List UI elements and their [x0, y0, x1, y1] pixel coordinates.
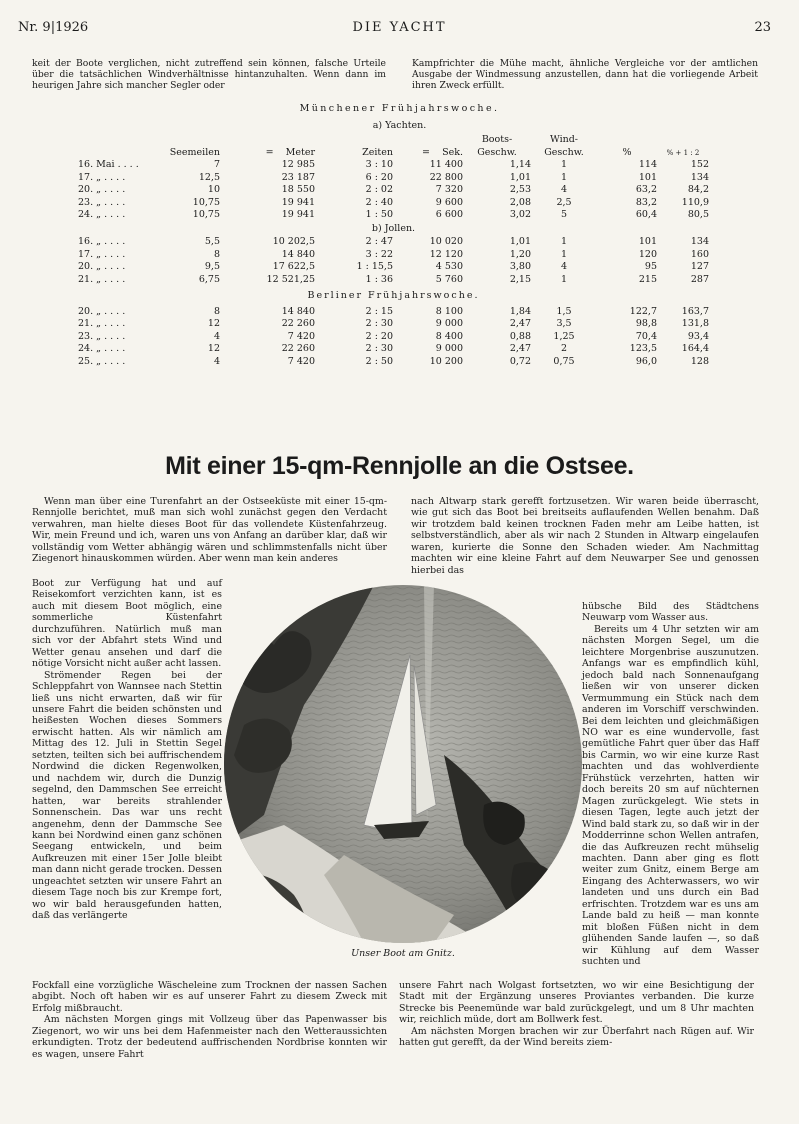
- cell-boots: 1,14: [509, 159, 531, 170]
- cell-zeit: 2 : 02: [365, 184, 393, 195]
- cell-meter: 12 985: [281, 159, 315, 170]
- cell-zeit: 3 : 22: [365, 248, 393, 260]
- cell-date: 25. „ . . . .: [78, 355, 126, 367]
- cell-sek: 6 600: [435, 209, 463, 220]
- page-number: 23: [754, 20, 771, 35]
- cell-seemeilen: 10,75: [192, 209, 220, 220]
- cell-meter: 23 187: [281, 171, 315, 183]
- cell-boots: 1,20: [509, 248, 531, 260]
- col-meter: = Meter: [265, 146, 315, 158]
- cell-percent: 83,2: [635, 196, 657, 208]
- cell-sek: 4 530: [435, 261, 463, 272]
- cell-meter: 14 840: [281, 248, 315, 260]
- table-title-munich: Münchener Frühjahrswoche.: [299, 103, 500, 114]
- article-bottom-right: unsere Fahrt nach Wolgast fortsetzten, wo wir eine Besichtigung der Stadt mit der Ergänzung unseres Proviantes verbanden. Die kurze Strecke bis Peenemünde war bald zurückgelegt, und um 8 Uhr machten wir, reichlich müde, dort am Bollwerk fest. Am nächsten Morgen brachen wir zur Überfahrt nach Rügen auf. Wir hatten gut gerefft, da der Wind bereits ziem-: [399, 980, 754, 1049]
- table-row: [78, 343, 709, 356]
- cell-percent-adj: 287: [690, 273, 709, 285]
- cell-date: 20. „ . . . .: [78, 305, 126, 317]
- cell-date: 23. „ . . . .: [78, 196, 126, 208]
- table-row: [78, 261, 709, 274]
- cell-sek: 10 200: [429, 355, 463, 367]
- intro-left-text: keit der Boote verglichen, nicht zutreffend sein können, falsche Urteile über die tatsächlichen Windverhältnisse hintanzuhalten. Wenn dann im heurigen Jahre sich mancher Segler oder: [32, 58, 386, 91]
- cell-sek: 8 100: [435, 305, 463, 317]
- results-table: [78, 134, 709, 368]
- cell-seemeilen: 12,5: [198, 171, 220, 183]
- cell-seemeilen: 12: [207, 318, 220, 329]
- cell-seemeilen: 7: [213, 159, 220, 170]
- article-bottom-left: Fockfall eine vorzügliche Wäscheleine zum Trocknen der nassen Sachen abgibt. Noch oft haben wir es auf unserer Fahrt zu diesem Zweck mit Erfolg mißbraucht. Am nächsten Morgen gings mit Vollzeug über das Papenwasser bis Ziegenort, wo wir uns bei dem Hafenmeister nach den Wetteraussichten erkundigten. Trotz der bedeutend auffrischenden Nordbrise konnten wir es wagen, unsere Fahrt: [32, 980, 387, 1060]
- cell-meter: 7 420: [287, 355, 315, 367]
- cell-meter: 17 622,5: [272, 261, 315, 272]
- table-row: [78, 236, 709, 249]
- table-row: [78, 356, 709, 369]
- cell-zeit: 6 : 20: [365, 171, 393, 183]
- cell-percent: 60,4: [635, 209, 657, 220]
- cell-seemeilen: 4: [213, 355, 220, 367]
- rows-berlin: [78, 306, 709, 369]
- cell-percent: 122,7: [629, 305, 657, 317]
- photo-illustration: [224, 585, 582, 943]
- cell-sek: 9 000: [435, 318, 463, 329]
- rows-jollen: [78, 236, 709, 286]
- col-wind: Wind- Geschw.: [544, 134, 584, 158]
- cell-percent: 101: [638, 171, 657, 183]
- cell-wind: 1: [560, 171, 568, 183]
- cell-percent-adj: 110,9: [681, 196, 709, 208]
- cell-meter: 14 840: [281, 305, 315, 317]
- cell-seemeilen: 8: [213, 248, 220, 260]
- cell-wind: 1: [560, 236, 568, 247]
- table-row: [78, 209, 709, 222]
- cell-zeit: 2 : 50: [365, 355, 393, 367]
- cell-zeit: 1 : 15,5: [356, 261, 393, 272]
- cell-seemeilen: 9,5: [204, 261, 220, 272]
- cell-percent-adj: 163,7: [681, 305, 709, 317]
- col-sek: = Sek.: [422, 146, 463, 158]
- cell-date: 16. „ . . . .: [78, 236, 126, 247]
- cell-wind: 1: [560, 273, 568, 285]
- cell-date: 24. „ . . . .: [78, 343, 126, 354]
- cell-percent-adj: 134: [690, 171, 709, 183]
- cell-wind: 1,25: [553, 330, 575, 342]
- cell-date: 24. „ . . . .: [78, 209, 126, 220]
- article-right-top: nach Altwarp stark gerefft fortzusetzen. Wir waren beide überrascht, wie gut sich das Boot bei breitseits auflaufenden Wellen benahm. Daß wir trotzdem bald keinen trocknen Faden mehr am Leibe hatten, ist selbstverständlich, aber als wir nach 2 Stunden in Altwarp eingelaufen waren, kurierte die Sonne den Schaden wieder. Am Nachmittag machten wir eine kleine Fahrt auf dem Neuwarper See und genossen hierbei das: [411, 496, 759, 576]
- cell-wind: 0,75: [553, 355, 575, 367]
- cell-percent: 96,0: [635, 355, 657, 367]
- table-row: [78, 159, 709, 172]
- col-seemeilen: Seemeilen: [169, 146, 220, 158]
- cell-meter: 7 420: [287, 330, 315, 342]
- cell-wind: 2,5: [556, 196, 572, 208]
- cell-meter: 10 202,5: [272, 236, 315, 247]
- cell-sek: 10 020: [429, 236, 463, 247]
- cell-percent: 98,8: [635, 318, 657, 329]
- cell-percent: 101: [638, 236, 657, 247]
- table-row: [78, 274, 709, 287]
- cell-zeit: 2 : 20: [365, 330, 393, 342]
- cell-date: 17. „ . . . .: [78, 171, 126, 183]
- cell-boots: 1,01: [509, 236, 531, 247]
- cell-boots: 0,88: [509, 330, 531, 342]
- cell-percent: 70,4: [635, 330, 657, 342]
- cell-boots: 0,72: [509, 355, 531, 367]
- cell-seemeilen: 6,75: [198, 273, 220, 285]
- cell-percent-adj: 160: [690, 248, 709, 260]
- cell-zeit: 2 : 30: [365, 343, 393, 354]
- intro-right-text: Kampfrichter die Mühe macht, ähnliche Vergleiche vor der amtlichen Ausgabe der Windmessung anzustellen, dann hat die vorliegende Arbeit ihren Zweck erfüllt.: [412, 58, 758, 91]
- cell-percent-adj: 84,2: [687, 184, 709, 195]
- cell-boots: 3,80: [509, 261, 531, 272]
- col-boots: Boots- Geschw.: [477, 134, 517, 158]
- table-row: [78, 197, 709, 210]
- cell-percent: 63,2: [635, 184, 657, 195]
- cell-zeit: 2 : 40: [365, 196, 393, 208]
- cell-boots: 2,53: [509, 184, 531, 195]
- cell-wind: 4: [560, 261, 568, 272]
- cell-wind: 2: [560, 343, 568, 354]
- boat-photo: [224, 585, 582, 943]
- cell-wind: 5: [560, 209, 568, 220]
- cell-seemeilen: 10: [207, 184, 220, 195]
- cell-seemeilen: 10,75: [192, 196, 220, 208]
- cell-wind: 1: [560, 159, 568, 170]
- cell-date: 21. „ . . . .: [78, 273, 126, 285]
- cell-sek: 11 400: [429, 159, 463, 170]
- cell-zeit: 2 : 30: [365, 318, 393, 329]
- col-percent-adj: % + 1 : 2: [666, 148, 700, 157]
- cell-boots: 2,47: [509, 318, 531, 329]
- cell-percent: 123,5: [629, 343, 657, 354]
- cell-sek: 7 320: [435, 184, 463, 195]
- cell-percent-adj: 134: [690, 236, 709, 247]
- cell-percent: 114: [638, 159, 657, 170]
- cell-zeit: 3 : 10: [365, 159, 393, 170]
- cell-zeit: 2 : 47: [365, 236, 393, 247]
- table-row: [78, 331, 709, 344]
- article-left-top: Wenn man über eine Turenfahrt an der Ostseeküste mit einer 15-qm-Rennjolle berichtet, muß man sich wohl zunächst gegen den Verdacht verwahren, man hielte dieses Boot für das vollendete Küstenfahrzeug. Wir, mein Freund und ich, waren uns von Anfang an darüber klar, daß wir vollständig vom Wetter abhängig wären und schlimmstenfalls nicht über Ziegenort hinauskommen würden. Aber wenn man kein anderes: [32, 496, 387, 565]
- cell-wind: 4: [560, 184, 568, 195]
- table-row: [78, 318, 709, 331]
- cell-wind: 1,5: [556, 305, 572, 317]
- table-row: [78, 306, 709, 319]
- cell-date: 20. „ . . . .: [78, 184, 126, 195]
- cell-zeit: 2 : 15: [365, 305, 393, 317]
- photo-caption: Unser Boot am Gnitz.: [351, 948, 455, 959]
- cell-meter: 18 550: [281, 184, 315, 195]
- magazine-title: DIE YACHT: [352, 20, 447, 35]
- cell-percent-adj: 127: [690, 261, 709, 272]
- cell-percent: 120: [638, 248, 657, 260]
- cell-seemeilen: 5,5: [204, 236, 220, 247]
- cell-boots: 1,84: [509, 305, 531, 317]
- article-bottom: [32, 980, 759, 1060]
- cell-seemeilen: 4: [213, 330, 220, 342]
- cell-percent-adj: 164,4: [681, 343, 709, 354]
- cell-meter: 19 941: [281, 209, 315, 220]
- cell-meter: 22 260: [281, 343, 315, 354]
- cell-boots: 2,15: [509, 273, 531, 285]
- cell-date: 23. „ . . . .: [78, 330, 126, 342]
- rows-yachten: [78, 159, 709, 222]
- cell-percent: 215: [638, 273, 657, 285]
- cell-meter: 19 941: [281, 196, 315, 208]
- cell-percent-adj: 128: [690, 355, 709, 367]
- table-sub-yachten: a) Yachten.: [372, 120, 427, 131]
- cell-percent-adj: 152: [690, 159, 709, 170]
- cell-date: 21. „ . . . .: [78, 318, 126, 329]
- issue-number: Nr. 9|1926: [18, 20, 89, 35]
- cell-sek: 12 120: [429, 248, 463, 260]
- col-percent: %: [622, 146, 632, 158]
- col-zeiten: Zeiten: [362, 146, 393, 158]
- cell-boots: 3,02: [509, 209, 531, 220]
- cell-zeit: 1 : 50: [365, 209, 393, 220]
- cell-percent-adj: 80,5: [687, 209, 709, 220]
- cell-boots: 2,47: [509, 343, 531, 354]
- article-left-column: Boot zur Verfügung hat und auf Reisekomfort verzichten kann, ist es auch mit diesem Boot möglich, eine sommerliche Küstenfahrt durchzuführen. Natürlich muß man sich vor der Abfahrt stets Wind und Wetter genau ansehen und darf die nötige Vorsicht nicht außer acht lassen. Strömender Regen bei der Schleppfahrt von Wannsee nach Stettin ließ uns nicht erwarten, daß wir für unsere Fahrt die beiden schönsten und heißesten Wochen dieses Sommers erwischt hatten. Als wir nämlich am Mittag des 12. Juli in Stettin Segel setzten, teilten sich bei auffrischendem Nordwind die dicken Regenwolken, und nachdem wir, durch die Dunzig segelnd, den Dammschen See erreicht hatten, war bereits strahlender Sonnenschein. Das war uns recht angenehm, denn der Dammsche See kann bei Nordwind einen ganz schönen Seegang entwickeln, und beim Aufkreuzen mit einer 15er Jolle bleibt man dann nicht gerade trocken. Dessen ungeachtet setzten wir unsere Fahrt an diesem Tage noch bis zur Krempe fort, wo wir bald herausgefunden hatten, daß das verlängerte: [32, 578, 223, 922]
- article-title: Mit einer 15-qm-Rennjolle an die Ostsee.: [165, 452, 634, 480]
- table-header-row: [78, 134, 709, 159]
- cell-meter: 22 260: [281, 318, 315, 329]
- cell-zeit: 1 : 36: [365, 273, 393, 285]
- cell-boots: 2,08: [509, 196, 531, 208]
- cell-date: 16. Mai . . . .: [78, 159, 139, 170]
- cell-sek: 22 800: [429, 171, 463, 183]
- table-sub-jollen: b) Jollen.: [371, 222, 416, 234]
- cell-sek: 5 760: [435, 273, 463, 285]
- cell-seemeilen: 8: [213, 305, 220, 317]
- cell-percent: 95: [644, 261, 657, 272]
- article-right-column: hübsche Bild des Städtchens Neuwarp vom Wasser aus. Bereits um 4 Uhr setzten wir am nächsten Morgen Segel, um die leichtere Morgenbrise auszunutzen. Anfangs war es empfindlich kühl, jedoch bald nach Sonnenaufgang ließen wir von unserer dicken Vermummung ein Stück nach dem anderen im Vorschiff verschwinden. Bei dem leichten und gleichmäßigen NO war es eine wundervolle, fast gemütliche Fahrt quer über das Haff bis Carmin, wo wir eine kurze Rast machten und das wohlverdiente Frühstück verzehrten, hatten wir doch bereits 20 sm auf nüchternen Magen zurückgelegt. Wie stets in diesen Tagen, legte auch jetzt der Wind bald stark zu, so daß wir in der Modderrinne schon Wellen antrafen, die das Aufkreuzen recht mühselig machten. Dann aber ging es flott weiter zum Gnitz, einem Berge am Eingang des Achterwassers, wo wir landeten und uns durch ein Bad erfrischten. Trotzdem war es uns am Lande bald zu heiß — man konnte mit bloßen Füßen nicht in dem glühenden Sande laufen —, so daß wir Kühlung auf dem Wasser suchten und: [582, 601, 759, 968]
- table-row: [78, 249, 709, 262]
- cell-wind: 3,5: [556, 318, 572, 329]
- table-title-berlin: Berliner Frühjahrswoche.: [307, 290, 480, 301]
- cell-wind: 1: [560, 248, 568, 260]
- cell-sek: 9 600: [435, 196, 463, 208]
- cell-boots: 1,01: [509, 171, 531, 183]
- cell-sek: 8 400: [435, 330, 463, 342]
- cell-date: 17. „ . . . .: [78, 248, 126, 260]
- cell-seemeilen: 12: [207, 343, 220, 354]
- cell-date: 20. „ . . . .: [78, 261, 126, 272]
- cell-percent-adj: 93,4: [687, 330, 709, 342]
- table-row: [78, 184, 709, 197]
- cell-meter: 12 521,25: [266, 273, 315, 285]
- cell-sek: 9 000: [435, 343, 463, 354]
- table-row: [78, 172, 709, 185]
- cell-percent-adj: 131,8: [681, 318, 709, 329]
